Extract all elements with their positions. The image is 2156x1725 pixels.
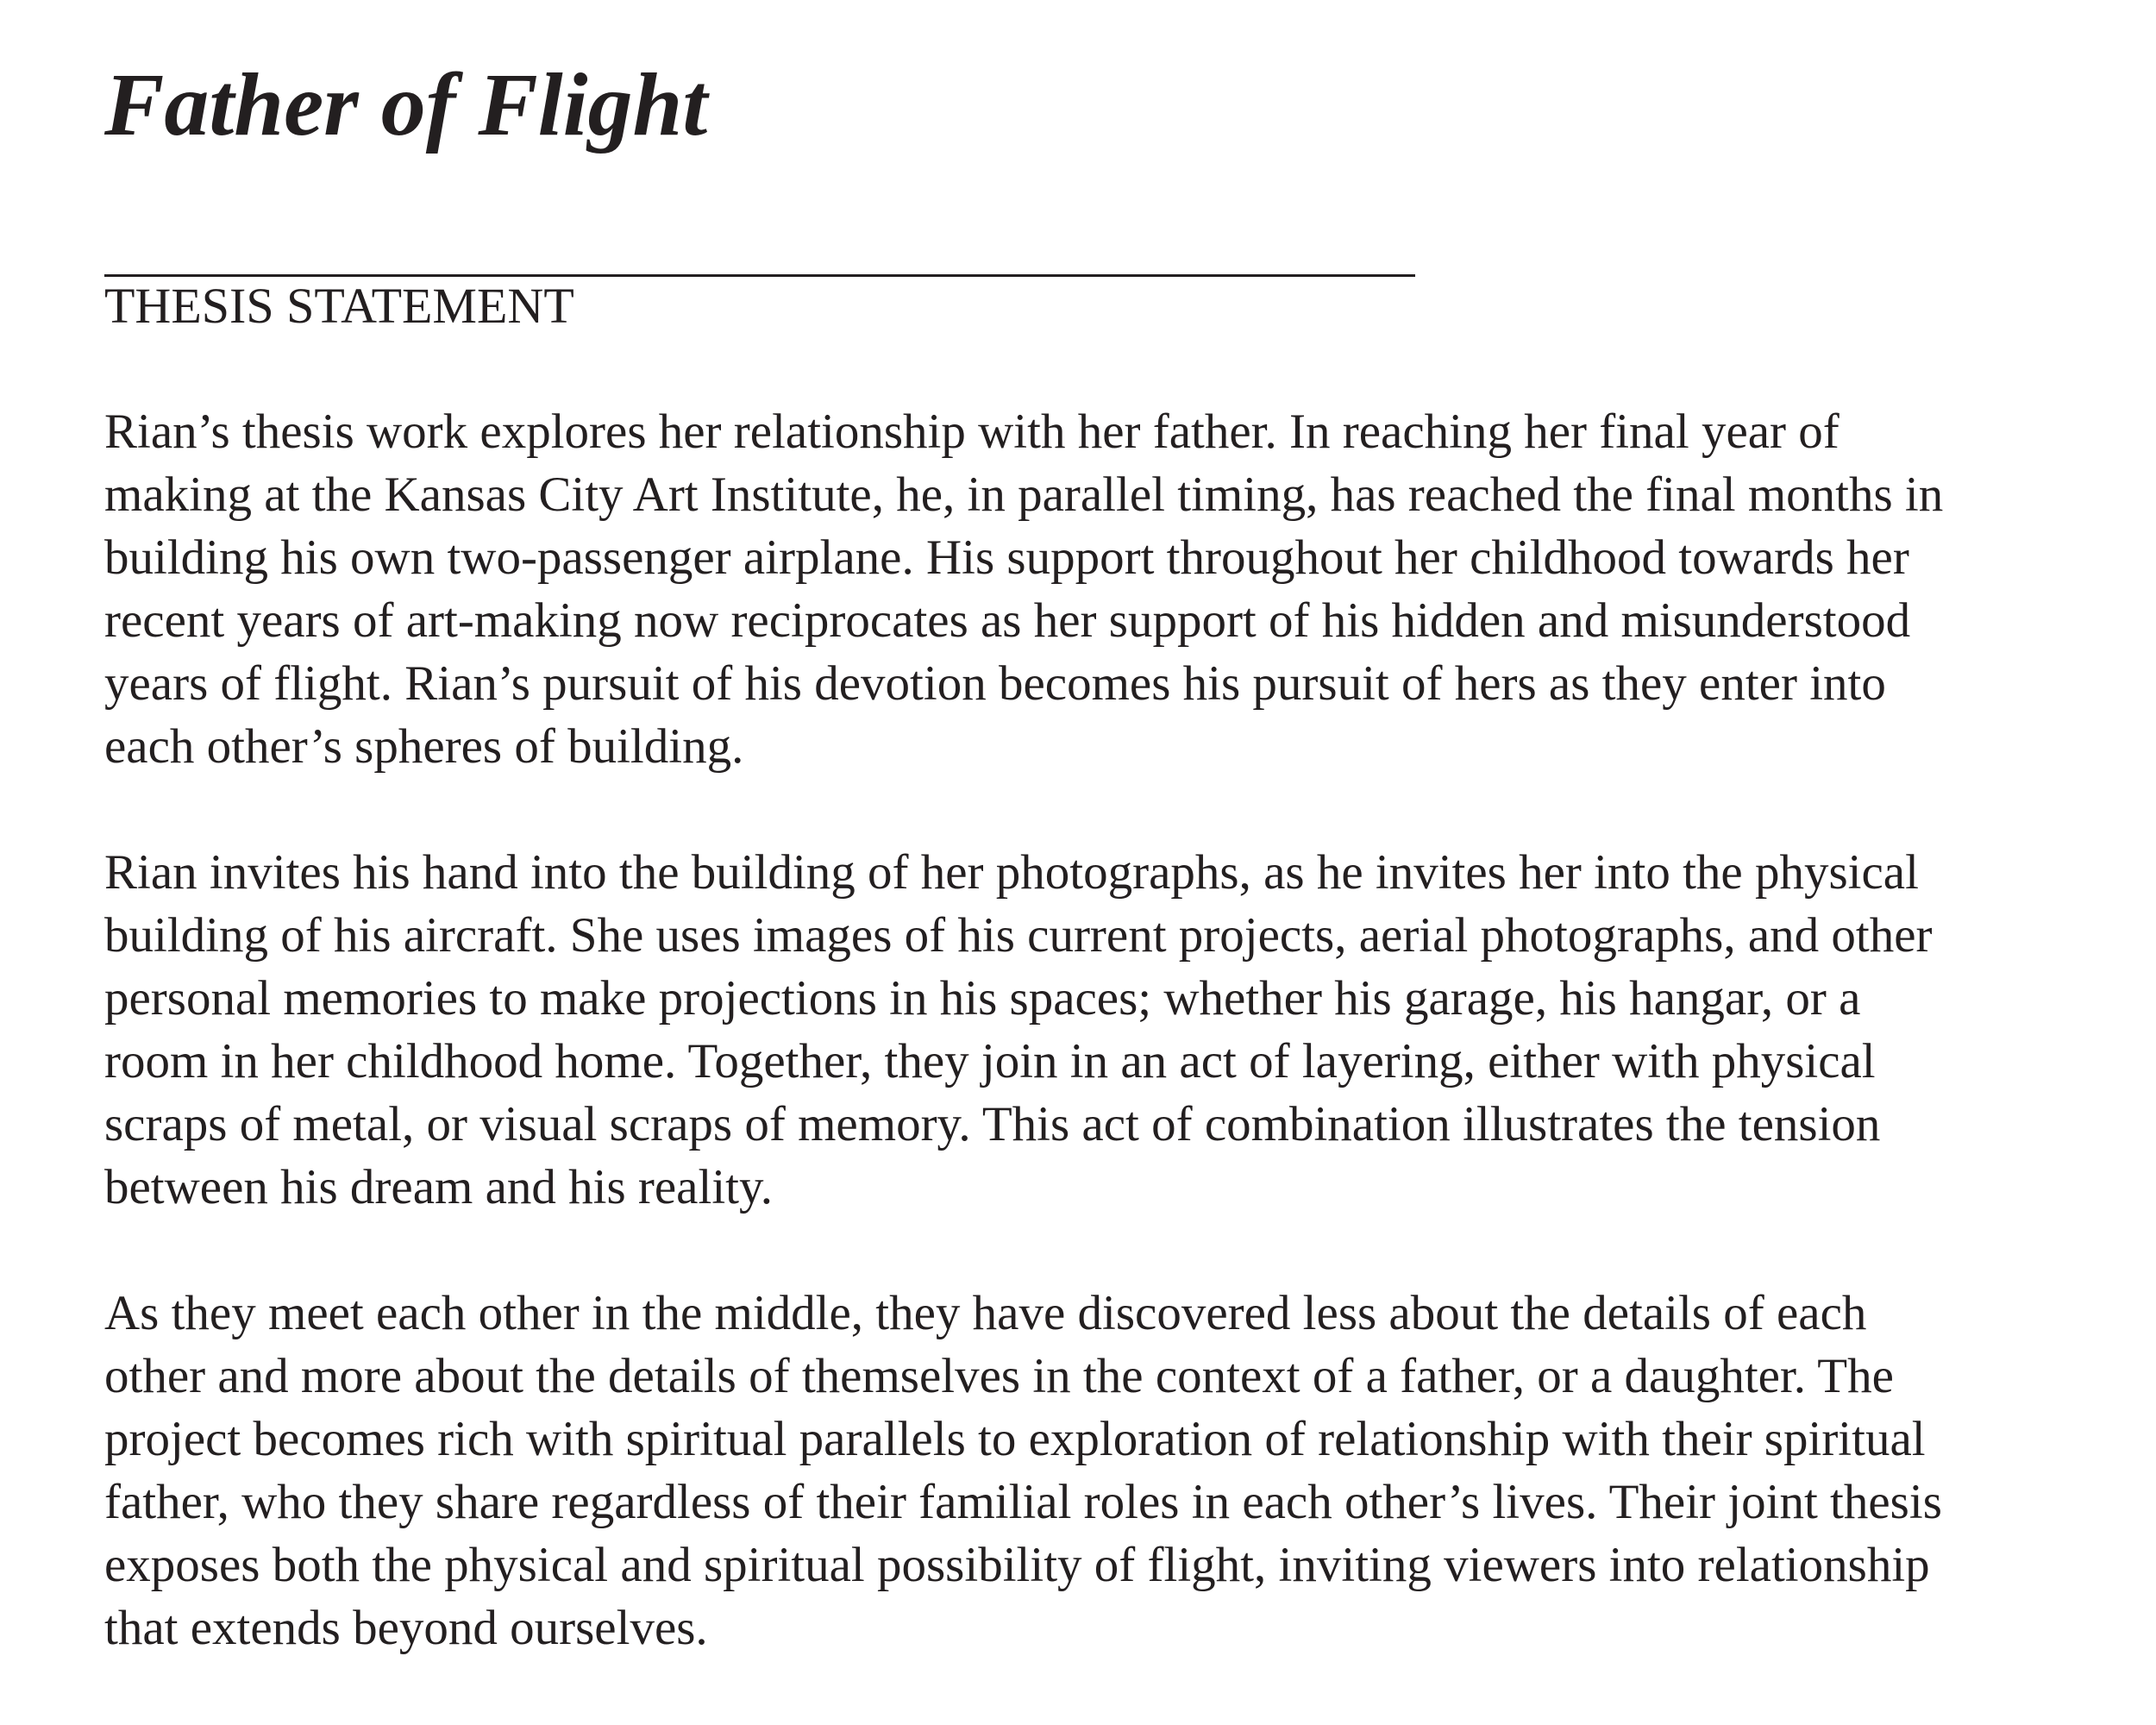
paragraph-line: making at the Kansas City Art Institute, he, in parallel timing, has reached the final months in bbox=[104, 467, 1944, 522]
paragraph-2 bbox=[104, 841, 2122, 1219]
paragraph-line: room in her childhood home. Together, they join in an act of layering, either with physical bbox=[104, 1034, 1876, 1088]
paragraph-line: recent years of art-making now reciprocates as her support of his hidden and misunderstood bbox=[104, 593, 1911, 648]
paragraph-3 bbox=[104, 1282, 2122, 1659]
paragraph-line: As they meet each other in the middle, they have discovered less about the details of each bbox=[104, 1286, 1867, 1340]
paragraph-1 bbox=[104, 400, 2122, 778]
paragraph-line: scraps of metal, or visual scraps of memory. This act of combination illustrates the tension bbox=[104, 1097, 1881, 1151]
paragraph-line: father, who they share regardless of their familial roles in each other’s lives. Their joint thesis bbox=[104, 1475, 1942, 1529]
paragraph-line: building his own two-passenger airplane. His support throughout her childhood towards her bbox=[104, 530, 1909, 585]
paragraph-line: between his dream and his reality. bbox=[104, 1160, 774, 1214]
paragraph-line: project becomes rich with spiritual parallels to exploration of relationship with their spiritual bbox=[104, 1412, 1926, 1466]
paragraph-line: Rian invites his hand into the building of her photographs, as he invites her into the physical bbox=[104, 845, 1919, 900]
paragraph-line: each other’s spheres of building. bbox=[104, 719, 744, 774]
paragraph-line: personal memories to make projections in his spaces; whether his garage, his hangar, or a bbox=[104, 971, 1861, 1026]
paragraph-line: building of his aircraft. She uses images of his current projects, aerial photographs, and other bbox=[104, 908, 1933, 963]
paragraph-line: Rian’s thesis work explores her relationship with her father. In reaching her final year of bbox=[104, 405, 1839, 459]
paragraph-line: exposes both the physical and spiritual possibility of flight, inviting viewers into relationship bbox=[104, 1538, 1930, 1592]
paragraph-line: other and more about the details of themselves in the context of a father, or a daughter. The bbox=[104, 1349, 1894, 1403]
paragraph-line: that extends beyond ourselves. bbox=[104, 1601, 708, 1655]
paragraph-line: years of flight. Rian’s pursuit of his devotion becomes his pursuit of hers as they enter into bbox=[104, 656, 1886, 711]
document-title: Father of Flight bbox=[104, 55, 708, 154]
thesis-body bbox=[104, 400, 2122, 1722]
section-heading: THESIS STATEMENT bbox=[104, 278, 574, 334]
